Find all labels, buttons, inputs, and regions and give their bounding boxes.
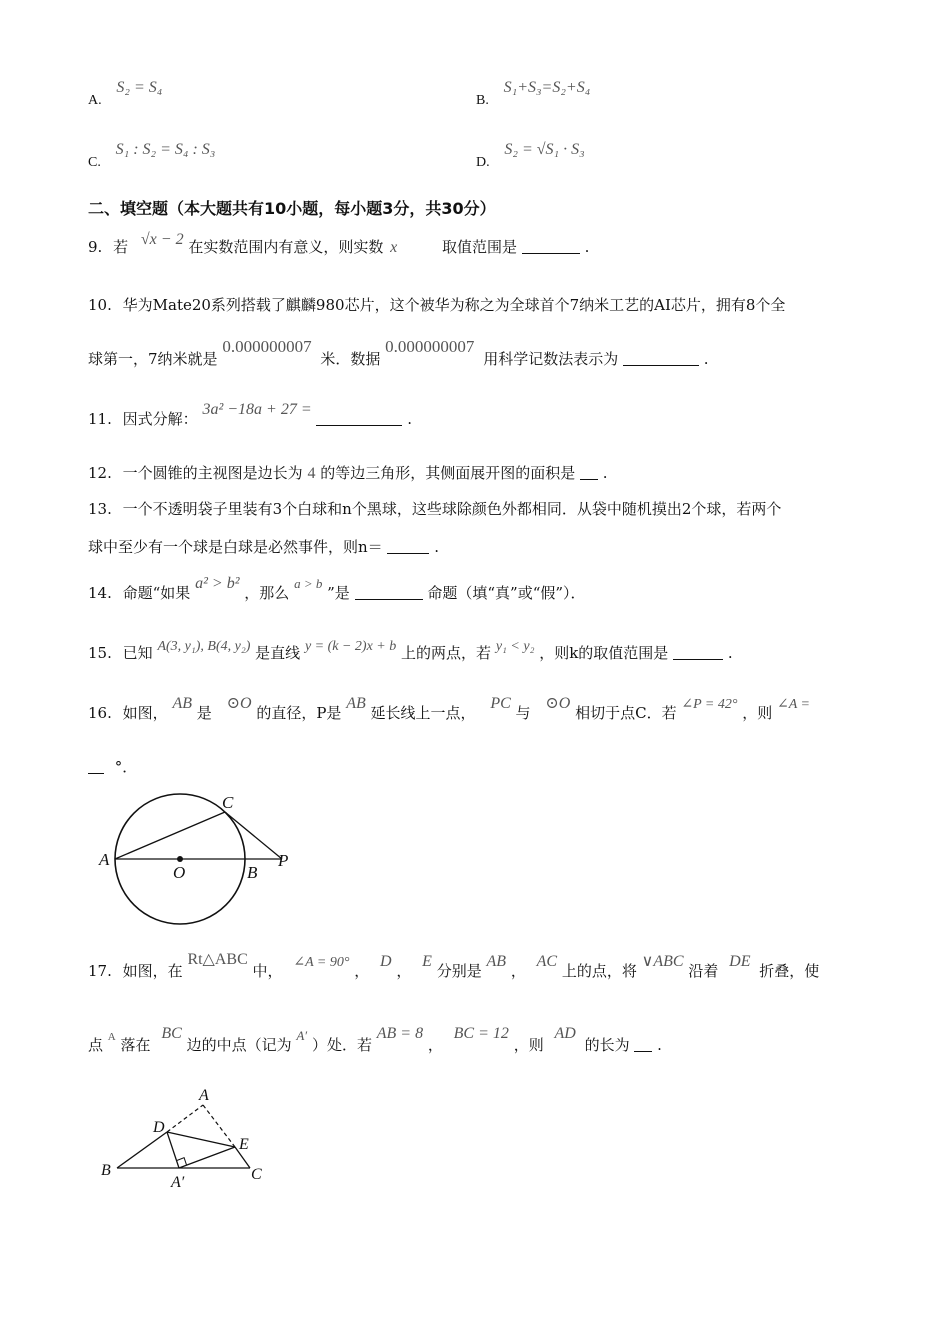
math-expr: ⊙O <box>545 695 571 712</box>
text: . <box>657 1036 662 1054</box>
text: 如图， <box>122 704 168 722</box>
answer-blank <box>88 759 104 774</box>
math-expr: y = (k − 2)x + b <box>304 639 397 654</box>
text: . <box>602 464 608 482</box>
text: . <box>584 238 590 256</box>
segment-bd <box>117 1132 167 1168</box>
answer-blank <box>522 239 580 254</box>
text: 的直径，P是 <box>256 704 342 722</box>
question-number: 14. <box>88 584 112 602</box>
label-b: B <box>101 1162 111 1179</box>
text: 与 <box>515 704 531 722</box>
question-10-line1 <box>88 294 785 315</box>
text: ， <box>396 962 412 980</box>
math-expr: D <box>380 953 392 970</box>
text: 华为Mate20系列搭载了麒麟980芯片，这个被华为称之为全球首个7纳米工艺的AI芯片，拥有8个全 <box>122 296 786 314</box>
option-expr: S₁+S₃=S₂+S₄ <box>503 79 591 96</box>
text: 分别是 <box>436 962 482 980</box>
question-number: 10. <box>88 296 112 314</box>
math-expr: E <box>422 953 432 970</box>
label-a: A <box>99 850 110 869</box>
figure-16 <box>95 790 305 930</box>
text: 取值范围是 <box>442 238 518 256</box>
text: 上的点，将 <box>561 962 637 980</box>
text: 延长线上一点， <box>370 704 476 722</box>
question-11 <box>88 401 412 429</box>
center-dot <box>177 856 183 862</box>
text: 是直线 <box>255 644 301 662</box>
text: 已知 <box>122 644 153 662</box>
label-o: O <box>173 863 186 882</box>
text: . <box>407 410 412 428</box>
text: 用科学记数法表示为 <box>483 350 619 368</box>
math-value: 4 <box>307 465 316 482</box>
label-d: D <box>153 1119 165 1136</box>
math-expr: a² > b² <box>195 575 240 592</box>
text: ， <box>510 962 526 980</box>
text: 边的中点（记为 <box>186 1036 292 1054</box>
math-value: 0.000000007 <box>385 337 475 356</box>
label-b: B <box>247 863 258 882</box>
math-expr: ∠P = 42° <box>681 697 738 712</box>
text: 的等边三角形，其侧面展开图的面积是 <box>320 464 576 482</box>
tangent-pc <box>225 812 282 859</box>
text: ，则k的取值范围是 <box>539 644 669 662</box>
question-number: 15. <box>88 644 112 662</box>
answer-blank <box>316 411 402 426</box>
text: ，则 <box>513 1036 544 1054</box>
option-letter: B. <box>476 93 489 108</box>
dashed-da <box>167 1105 203 1132</box>
text: 点 <box>88 1036 104 1054</box>
math-expr: ∠A = 90° <box>293 955 350 970</box>
option-d <box>476 140 585 170</box>
question-12 <box>88 462 608 483</box>
text: . <box>434 538 440 556</box>
option-letter: D. <box>476 155 490 170</box>
text: ，则 <box>742 704 773 722</box>
text: ，那么 <box>244 584 290 602</box>
text: . <box>703 350 709 368</box>
option-a <box>88 78 163 108</box>
text: 是 <box>196 704 212 722</box>
text: 折叠，使 <box>759 962 820 980</box>
question-number: 12. <box>88 464 112 482</box>
option-letter: A. <box>88 93 102 108</box>
segment-da-prime <box>167 1132 179 1168</box>
label-e: E <box>239 1136 249 1153</box>
math-value: 0.000000007 <box>222 337 312 356</box>
section-heading: 二、填空题（本大题共有10小题，每小题3分，共30分） <box>88 199 496 218</box>
math-expr: A(3, y₁), B(4, y₂) <box>157 639 251 654</box>
text: 球第一，7纳米就是 <box>88 350 218 368</box>
question-14 <box>88 575 586 603</box>
option-letter: C. <box>88 155 101 170</box>
math-expr: AD <box>554 1025 576 1042</box>
math-expr: ∨ABC <box>641 953 684 970</box>
text: 上的两点，若 <box>401 644 492 662</box>
math-expr: BC = 12 <box>453 1025 509 1042</box>
question-17-line2 <box>88 1025 662 1055</box>
text: ）处．若 <box>311 1036 372 1054</box>
question-9 <box>88 231 590 257</box>
text: °． <box>114 758 138 776</box>
answer-blank <box>387 539 429 554</box>
var-x: x <box>390 239 398 256</box>
math-expr: a > b <box>294 576 323 591</box>
text: 命题“如果 <box>122 584 191 602</box>
math-expr: y₁ < y₂ <box>495 639 535 654</box>
math-expr: AB <box>486 953 507 970</box>
text: ”是 <box>327 584 350 602</box>
math-expr: DE <box>729 953 751 970</box>
question-10-line2 <box>88 337 709 369</box>
math-expr: ⊙O <box>226 695 252 712</box>
text: 球中至少有一个球是白球是必然事件，则n＝ <box>88 538 383 556</box>
text: 沿着 <box>688 962 719 980</box>
answer-blank <box>623 351 699 366</box>
text: ， <box>427 1036 443 1054</box>
option-b <box>476 78 591 108</box>
math-expr: AB <box>346 695 366 712</box>
math-expr: A <box>107 1031 116 1043</box>
label-c: C <box>251 1166 262 1183</box>
text: 如图，在 <box>122 962 183 980</box>
math-expr: ∠A = <box>777 697 810 712</box>
math-expr: 3a² −18a + 27 = <box>202 401 312 418</box>
math-expr: PC <box>490 695 511 712</box>
math-expr: BC <box>161 1025 182 1042</box>
chord-ac <box>115 812 225 859</box>
text: 一个不透明袋子里装有3个白球和n个黑球，这些球除颜色外都相同．从袋中随机摸出2个球，若两个 <box>122 500 782 518</box>
question-number: 11. <box>88 410 112 428</box>
text: 因式分解： <box>122 410 198 428</box>
question-number: 16. <box>88 704 112 722</box>
math-expr: A′ <box>296 1028 308 1043</box>
label-c: C <box>222 793 234 812</box>
label-a: A <box>199 1087 209 1104</box>
text: 在实数范围内有意义，则实数 <box>188 238 384 256</box>
question-17 <box>88 951 820 981</box>
text: 的长为 <box>584 1036 630 1054</box>
text: 一个圆锥的主视图是边长为 <box>122 464 303 482</box>
option-expr: S₂ = S₄ <box>116 79 163 96</box>
answer-blank <box>355 585 423 600</box>
question-number: 9. <box>88 238 103 256</box>
math-expr: Rt△ABC <box>187 951 248 968</box>
math-expr: AB = 8 <box>376 1025 424 1042</box>
text: 相切于点C．若 <box>575 704 677 722</box>
option-c <box>88 140 216 170</box>
answer-blank <box>634 1037 652 1052</box>
text: . <box>727 644 733 662</box>
text: 落在 <box>120 1036 151 1054</box>
label-a-prime: A′ <box>171 1174 185 1191</box>
text: ， <box>354 962 370 980</box>
answer-blank <box>673 645 723 660</box>
math-sqrt: √x − 2 <box>140 231 184 248</box>
question-13-line2 <box>88 536 439 557</box>
question-13-line1 <box>88 498 781 519</box>
math-expr: AB <box>172 695 192 712</box>
question-number: 17. <box>88 962 112 980</box>
question-16 <box>88 695 810 723</box>
option-expr: S₂ = √S₁ · S₃ <box>504 141 585 158</box>
question-number: 13. <box>88 500 112 518</box>
label-p: P <box>278 851 289 870</box>
option-expr: S₁ : S₂ = S₄ : S₃ <box>115 141 216 158</box>
text: 中， <box>252 962 283 980</box>
text: 若 <box>113 238 129 256</box>
math-expr: AC <box>536 953 558 970</box>
text: 米．数据 <box>320 350 381 368</box>
answer-blank <box>580 465 598 480</box>
question-15 <box>88 639 733 663</box>
question-16-line2 <box>88 756 137 777</box>
segment-a-prime-e <box>179 1147 235 1168</box>
figure-17 <box>95 1085 285 1200</box>
text: 命题（填“真”或“假”）． <box>427 584 586 602</box>
